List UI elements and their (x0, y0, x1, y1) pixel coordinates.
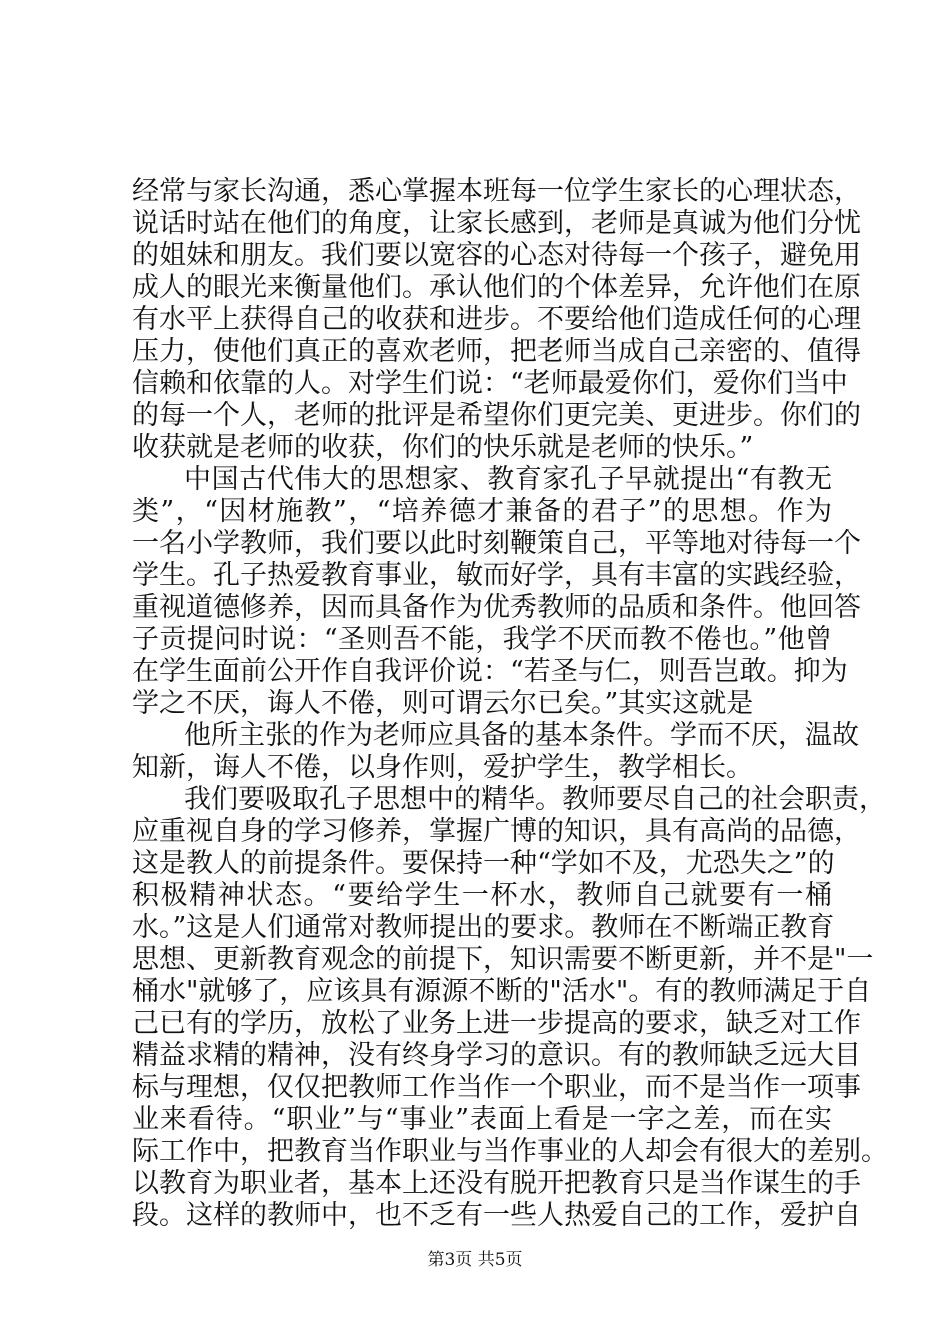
paragraph (132, 176, 861, 464)
paragraph (132, 720, 859, 784)
text-line: 的每一个人，老师的批评是希望你们更完美、更进步。你们的 (132, 400, 861, 431)
text-line: 水。”这是人们通常对教师提出的要求。教师在不断端正教育 (132, 912, 835, 943)
text-line: 际工作中，把教育当作职业与当作事业的人却会有很大的差别。 (132, 1136, 888, 1167)
text-line: 以教育为职业者，基本上还没有脱开把教育只是当作谋生的手 (132, 1168, 861, 1199)
text-line: 信赖和依靠的人。对学生们说：“老师最爱你们，爱你们当中 (132, 368, 848, 399)
page-footer: 第3页 共5页 (427, 1250, 523, 1270)
text-line: 的姐妹和朋友。我们要以宽容的心态对待每一个孩子，避免用 (132, 240, 861, 271)
text-line: 重视道德修养，因而具备作为优秀教师的品质和条件。他回答 (132, 592, 861, 623)
text-line: 在学生面前公开作自我评价说：“若圣与仁，则吾岂敢。抑为 (132, 656, 848, 687)
text-line: 压力，使他们真正的喜欢老师，把老师当成自己亲密的、值得 (132, 336, 861, 367)
text-line: 子贡提问时说：“圣则吾不能，我学不厌而教不倦也。”他曾 (132, 624, 832, 655)
text-line: 业来看待。“职业”与“事业”表面上看是一字之差，而在实 (132, 1104, 832, 1135)
text-line: 这是教人的前提条件。要保持一种“学如不及，尤恐失之”的 (132, 848, 835, 879)
text-line: 他所主张的作为老师应具备的基本条件。学而不厌，温故 (184, 720, 859, 751)
text-line: 收获就是老师的收获，你们的快乐就是老师的快乐。” (132, 432, 754, 463)
text-line: 精益求精的精神，没有终身学习的意识。有的教师缺乏远大目 (132, 1040, 861, 1071)
text-line: 中国古代伟大的思想家、教育家孔子早就提出“有教无 (184, 464, 832, 495)
text-line: 成人的眼光来衡量他们。承认他们的个体差异，允许他们在原 (132, 272, 861, 303)
text-line: 应重视自身的学习修养，掌握广博的知识，具有高尚的品德， (132, 816, 861, 847)
text-line: 有水平上获得自己的收获和进步。不要给他们造成任何的心理 (132, 304, 861, 335)
text-line: 学生。孔子热爱教育事业，敏而好学，具有丰富的实践经验， (132, 560, 861, 591)
text-line: 说话时站在他们的角度，让家长感到，老师是真诚为他们分忧 (132, 208, 861, 239)
text-line: 经常与家长沟通，悉心掌握本班每一位学生家长的心理状态， (132, 176, 861, 207)
text-line: 知新，诲人不倦，以身作则，爱护学生，教学相长。 (132, 752, 753, 783)
text-line: 己已有的学历，放松了业务上进一步提高的要求，缺乏对工作 (132, 1008, 861, 1039)
text-line: 学之不厌，诲人不倦，则可谓云尔已矣。”其实这就是 (132, 688, 754, 719)
text-line: 一名小学教师，我们要以此时刻鞭策自己，平等地对待每一个 (132, 528, 861, 559)
text-line: 积极精神状态。“要给学生一杯水，教师自己就要有一桶 (132, 880, 832, 911)
text-line: 标与理想，仅仅把教师工作当作一个职业，而不是当作一项事 (132, 1072, 861, 1103)
paragraph (132, 784, 888, 1232)
text-line: 我们要吸取孔子思想中的精华。教师要尽自己的社会职责， (184, 784, 886, 815)
text-line: 类”，“因材施教”，“培养德才兼备的君子”的思想。作为 (132, 496, 832, 527)
body-text (132, 176, 888, 1232)
text-line: 桶水"就够了，应该具有源源不断的"活水"。有的教师满足于自 (132, 976, 872, 1007)
text-line: 段。这样的教师中，也不乏有一些人热爱自己的工作，爱护自 (132, 1200, 861, 1231)
text-line: 思想、更新教育观念的前提下，知识需要不断更新，并不是"一 (132, 944, 874, 975)
paragraph (132, 464, 861, 720)
